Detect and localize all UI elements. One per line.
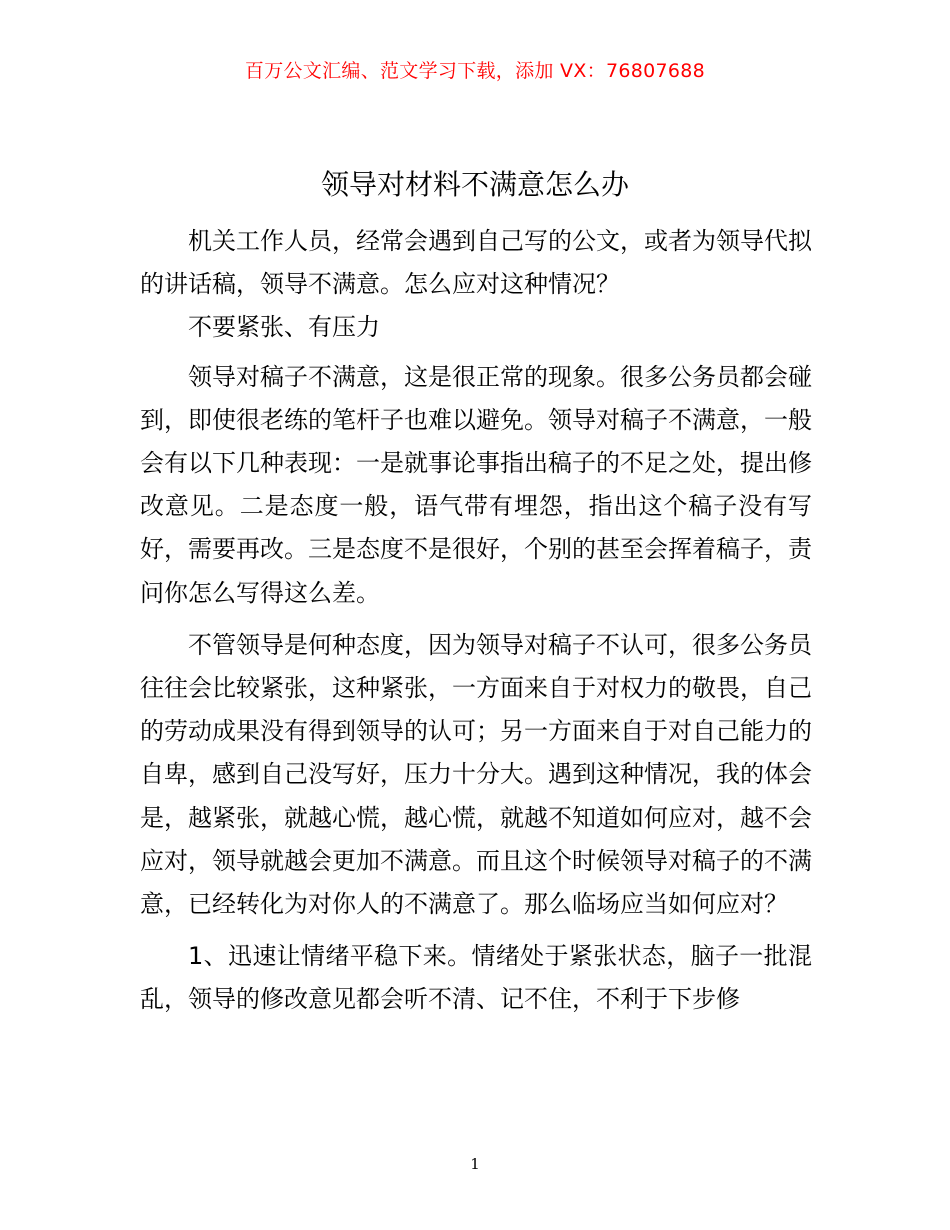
paragraph-reactions: 领导对稿子不满意，这是很正常的现象。很多公务员都会碰到，即使很老练的笔杆子也难以避免。领导对稿子不满意，一般会有以下几种表现：一是就事论事指出稿子的不足之处，提出修改意见。二是态度一般，语气带有埋怨，指出这个稿子没有写好，需要再改。三是态度不是很好，个别的甚至会挥着稿子，责问你怎么写得这么差。 [140,362,812,607]
section-heading: 不要紧张、有压力 [188,313,380,342]
header-banner: 百万公文汇编、范文学习下载，添加 VX：76807688 [244,60,706,82]
paragraph-intro: 机关工作人员，经常会遇到自己写的公文，或者为领导代拟的讲话稿，领导不满意。怎么应对这种情况？ [140,227,812,299]
paragraph-pressure: 不管领导是何种态度，因为领导对稿子不认可，很多公务员往往会比较紧张，这种紧张，一方面来自于对权力的敬畏，自己的劳动成果没有得到领导的认可；另一方面来自于对自己能力的自卑，感到自己没写好，压力十分大。遇到这种情况，我的体会是，越紧张，就越心慌，越心慌，就越不知道如何应对，越不会应对，领导就越会更加不满意。而且这个时候领导对稿子的不满意，已经转化为对你人的不满意了。那么临场应当如何应对？ [140,630,812,919]
document-title: 领导对材料不满意怎么办 [320,168,629,201]
document-body [140,220,812,1022]
page-number: 1 [470,1155,480,1173]
paragraph-step-1: 1、迅速让情绪平稳下来。情绪处于紧张状态，脑子一批混乱，领导的修改意见都会听不清、记不住，不利于下步修 [140,942,812,1014]
